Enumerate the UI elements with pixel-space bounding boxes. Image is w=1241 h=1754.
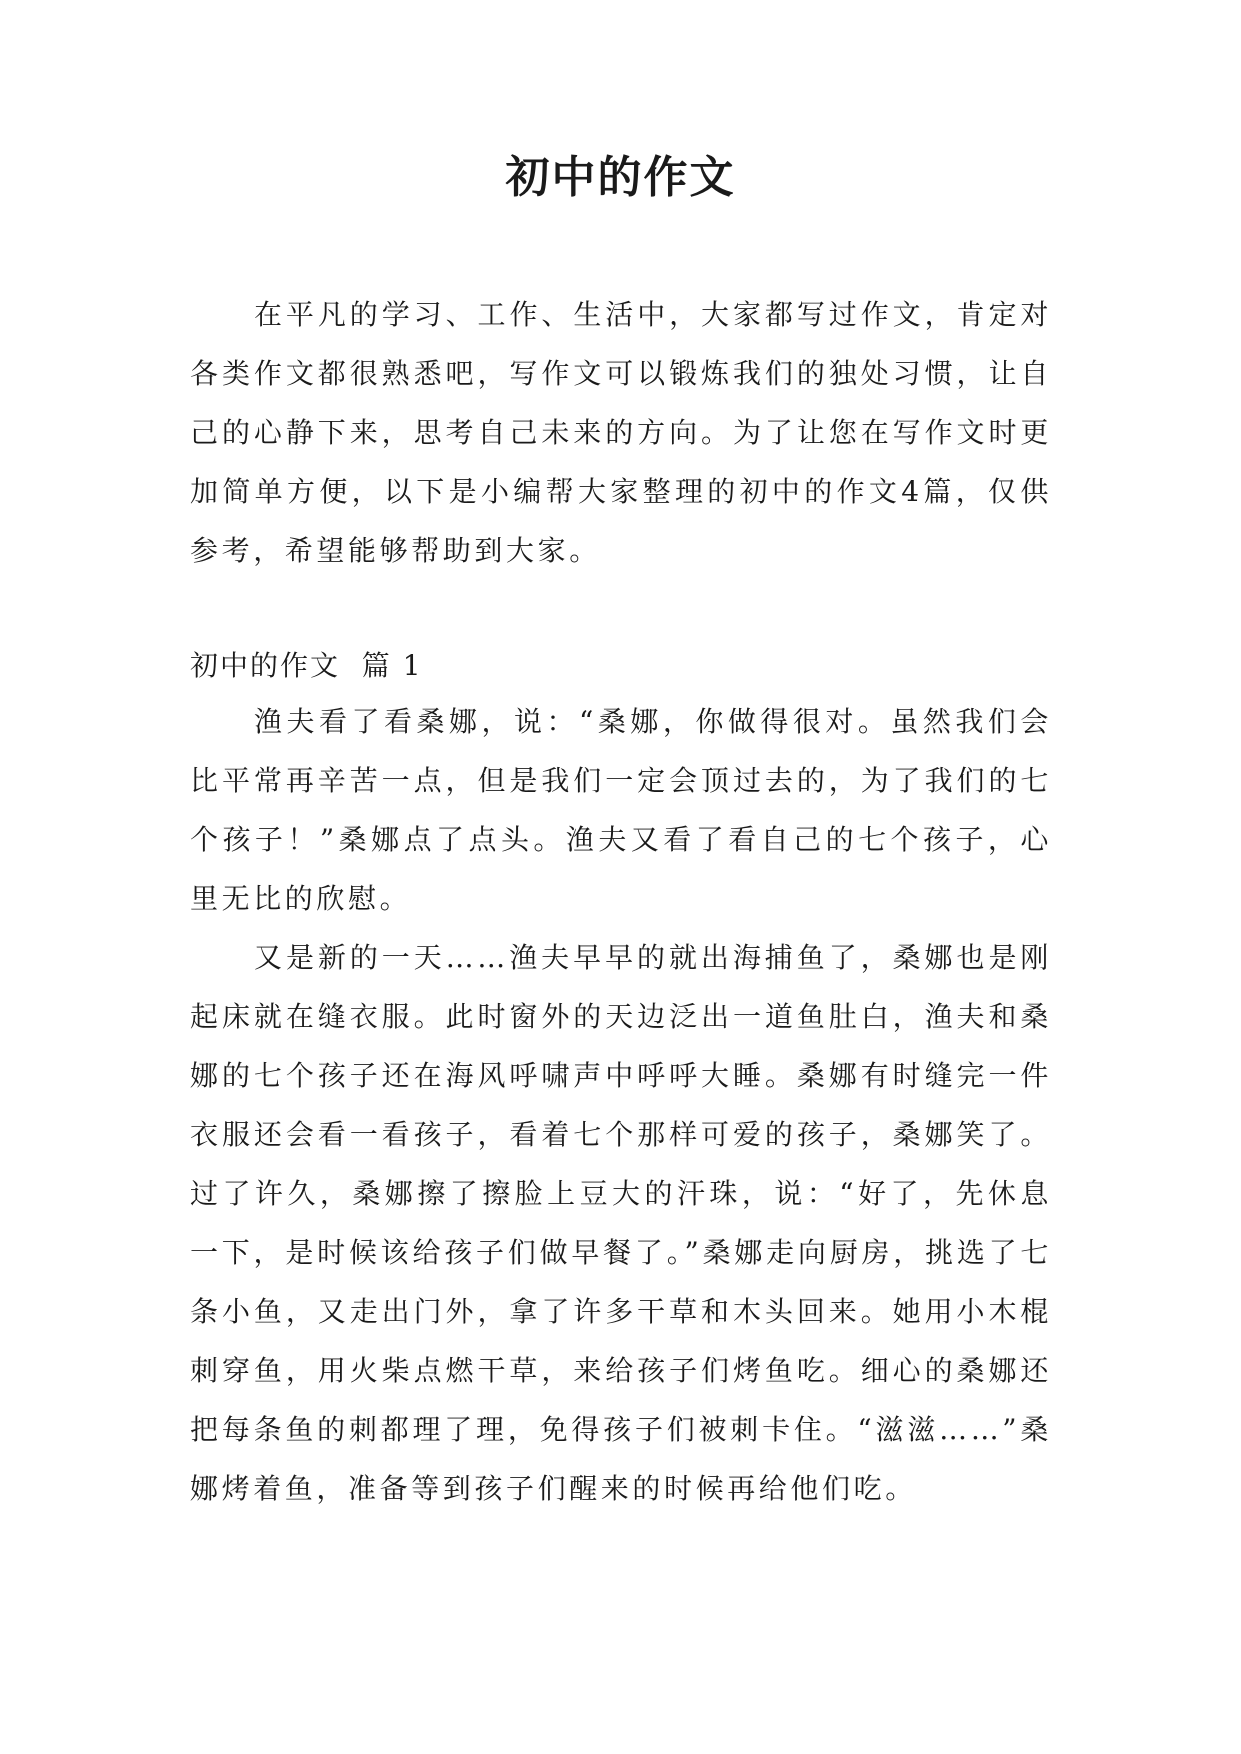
intro-paragraph: 在平凡的学习、工作、生活中，大家都写过作文，肯定对各类作文都很熟悉吧，写作文可以锻炼我们的独处习惯，让自己的心静下来，思考自己未来的方向。为了让您在写作文时更加简单方便，以下是小编帮大家整理的初中的作文4篇，仅供参考，希望能够帮助到大家。 <box>190 298 1052 567</box>
document-title: 初中的作文 <box>505 152 736 203</box>
body-paragraph: 渔夫看了看桑娜，说：“桑娜，你做得很对。虽然我们会比平常再辛苦一点，但是我们一定会顶过去的，为了我们的七个孩子！”桑娜点了点头。渔夫又看了看自己的七个孩子，心里无比的欣慰。 <box>190 705 1052 915</box>
section-heading: 初中的作文 篇 1 <box>190 649 423 682</box>
body-paragraph: 又是新的一天……渔夫早早的就出海捕鱼了，桑娜也是刚起床就在缝衣服。此时窗外的天边泛出一道鱼肚白，渔夫和桑娜的七个孩子还在海风呼啸声中呼呼大睡。桑娜有时缝完一件衣服还会看一看孩子，看着七个那样可爱的孩子，桑娜笑了。过了许久，桑娜擦了擦脸上豆大的汗珠，说：“好了，先休息一下，是时候该给孩子们做早餐了。”桑娜走向厨房，挑选了七条小鱼，又走出门外，拿了许多干草和木头回来。她用小木棍刺穿鱼，用火柴点燃干草，来给孩子们烤鱼吃。细心的桑娜还把每条鱼的刺都理了理，免得孩子们被刺卡住。“滋滋……”桑娜烤着鱼，准备等到孩子们醒来的时候再给他们吃。 <box>190 941 1052 1505</box>
